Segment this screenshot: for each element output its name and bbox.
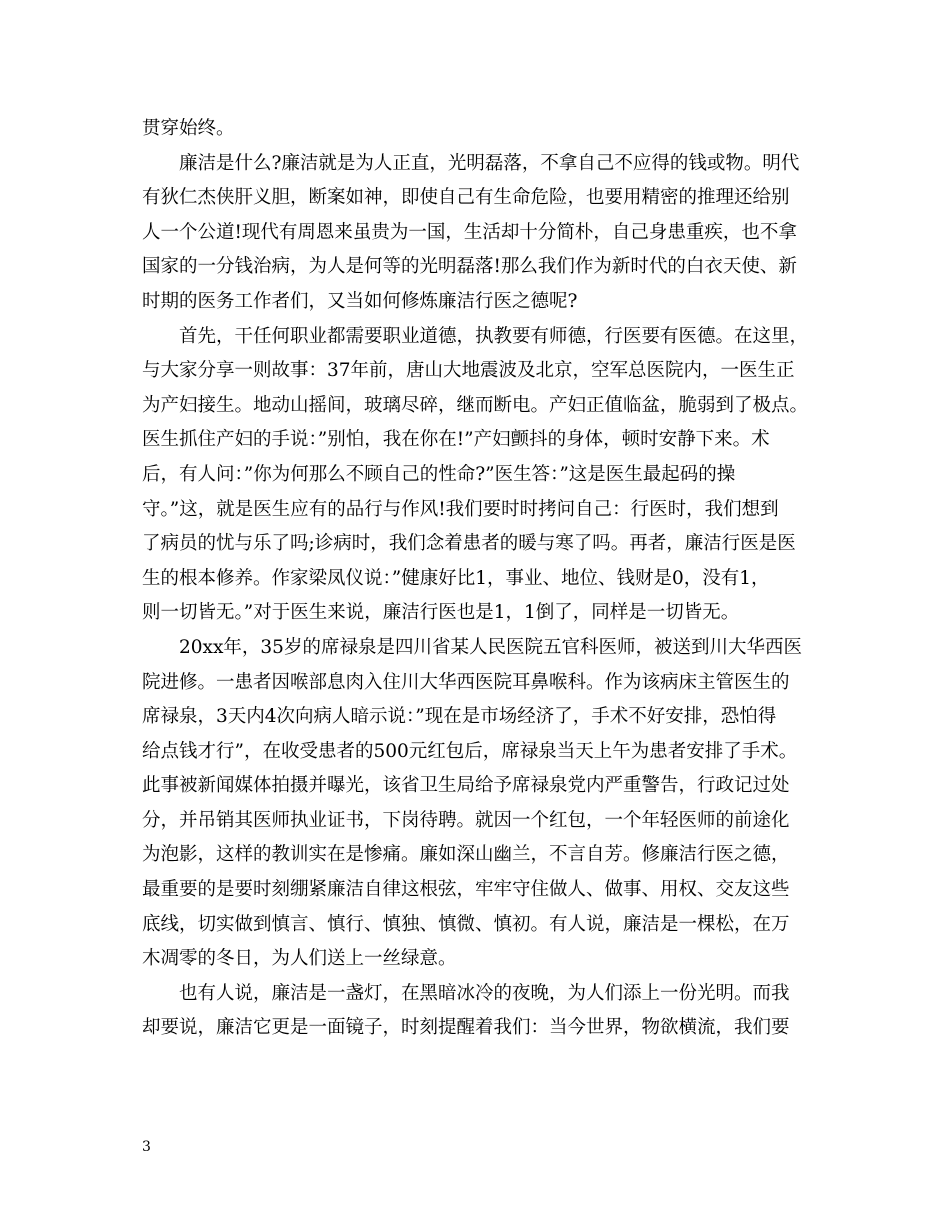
text-line: 则一切皆无。”对于医生来说，廉洁行医也是1，1倒了，同样是一切皆无。 [142,602,740,624]
text-line: 木凋零的冬日，为人们送上一丝绿意。 [142,948,457,970]
text-line: 最重要的是要时刻绷紧廉洁自律这根弦，牢牢守住做人、做事、用权、交友这些 [142,879,790,901]
text-line: 与大家分享一则故事：37年前，唐山大地震波及北京，空军总医院内，一医生正 [142,360,795,382]
text-line: 后，有人问：”你为何那么不顾自己的性命?”医生答：”这是医生最起码的操 [142,463,736,485]
text-line: 为泡影，这样的教训实在是惨痛。廉如深山幽兰，不言自芳。修廉洁行医之德， [142,844,790,866]
text-line: 此事被新闻媒体拍摄并曝光，该省卫生局给予席禄泉党内严重警告，行政记过处 [142,775,790,797]
page-number: 3 [142,1139,151,1155]
text-line: 为产妇接生。地动山摇间，玻璃尽碎，继而断电。产妇正值临盆，脆弱到了极点。 [142,394,809,416]
text-line: 国家的一分钱治病，为人是何等的光明磊落!那么我们作为新时代的白衣天使、新 [142,256,797,278]
text-line: 底线，切实做到慎言、慎行、慎独、慎微、慎初。有人说，廉洁是一棵松，在万 [142,913,790,935]
text-line: 了病员的忧与乐了吗;诊病时，我们念着患者的暖与寒了吗。再者，廉洁行医是医 [142,533,796,555]
text-line: 有狄仁杰侠肝义胆，断案如神，即使自己有生命危险，也要用精密的推理还给别 [142,187,790,209]
text-line: 生的根本修养。作家梁凤仪说：”健康好比1，事业、地位、钱财是0，没有1， [142,567,770,589]
text-line: 医生抓住产妇的手说：”别怕，我在你在!”产妇颤抖的身体，顿时安静下来。术 [142,429,770,451]
text-line: 时期的医务工作者们，又当如何修炼廉洁行医之德呢? [142,290,578,312]
text-line: 贯穿始终。 [142,118,235,139]
text-line: 院进修。一患者因喉部息肉入住川大华西医院耳鼻喉科。作为该病床主管医生的 [142,671,790,693]
text-line: 廉洁是什么?廉洁就是为人正直，光明磊落，不拿自己不应得的钱或物。明代 [179,152,800,174]
text-line: 却要说，廉洁它更是一面镜子，时刻提醒着我们：当今世界，物欲横流，我们要 [142,1017,790,1039]
text-line: 席禄泉，3天内4次向病人暗示说：”现在是市场经济了，手术不好安排，恐怕得 [142,706,777,728]
text-line: 分，并吊销其医师执业证书，下岗待聘。就因一个红包，一个年轻医师的前途化 [142,809,790,831]
text-line: 也有人说，廉洁是一盏灯，在黑暗冰冷的夜晚，为人们添上一份光明。而我 [179,982,790,1004]
text-line: 人一个公道!现代有周恩来虽贵为一国，生活却十分简朴，自己身患重疾，也不拿 [142,221,797,243]
text-line: 给点钱才行”，在收受患者的500元红包后，席禄泉当天上午为患者安排了手术。 [142,740,798,762]
text-line: 守。”这，就是医生应有的品行与作风!我们要时时拷问自己：行医时，我们想到 [142,498,779,520]
text-line: 首先，干任何职业都需要职业道德，执教要有师德，行医要有医德。在这里， [179,325,809,347]
text-line: 20xx年，35岁的席禄泉是四川省某人民医院五官科医师，被送到川大华西医 [179,636,802,658]
document-body [142,112,828,1046]
